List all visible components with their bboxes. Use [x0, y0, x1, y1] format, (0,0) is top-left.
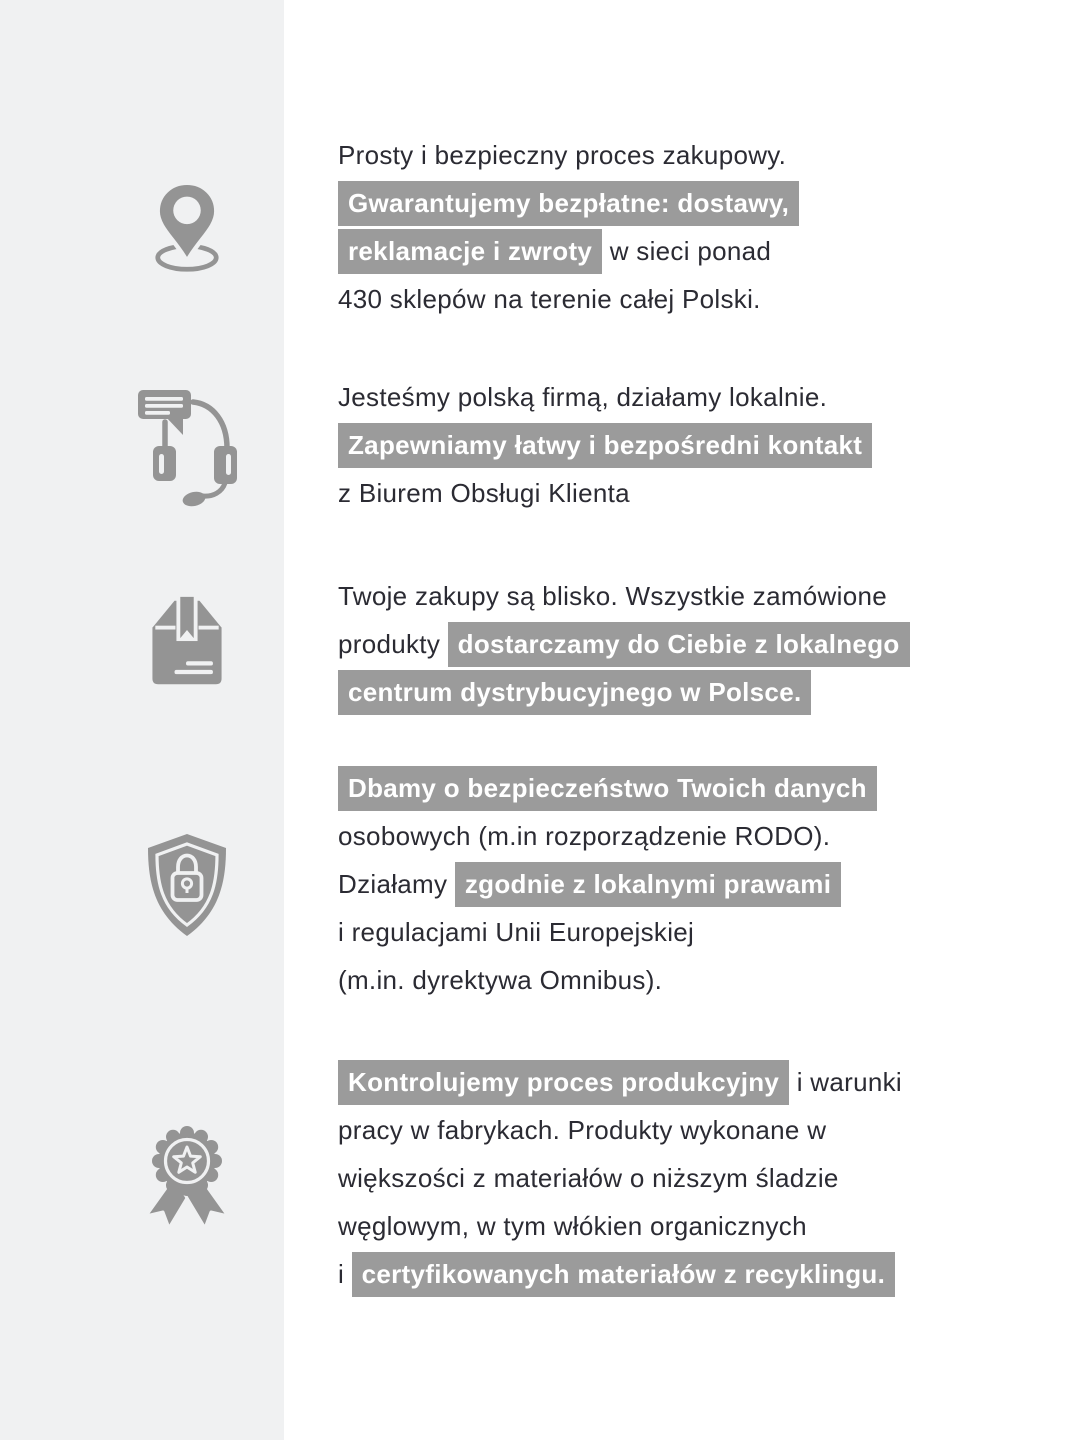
text-segment: (m.in. dyrektywa Omnibus). [338, 965, 663, 995]
text-segment: osobowych (m.in rozporządzenie RODO). [338, 821, 831, 851]
text-line [338, 668, 1038, 716]
text-segment: i regulacjami Unii Europejskiej [338, 917, 695, 947]
text-segment: z Biurem Obsługi Klienta [338, 478, 630, 508]
text-block-production-quality [338, 1058, 1038, 1298]
text-line [338, 1154, 1038, 1202]
highlighted-text-segment: Gwarantujemy bezpłatne: dostawy, [338, 181, 799, 226]
highlighted-text-segment: Zapewniamy łatwy i bezpośredni kontakt [338, 423, 872, 468]
text-segment: i warunki [796, 1067, 902, 1097]
text-line [338, 131, 1038, 179]
text-block-data-security [338, 764, 1038, 1004]
text-segment: i [338, 1259, 345, 1289]
highlighted-text-segment: Kontrolujemy proces produkcyjny [338, 1060, 789, 1105]
text-line [338, 373, 1038, 421]
highlighted-text-segment: zgodnie z lokalnymi prawami [455, 862, 841, 907]
text-line [338, 908, 1038, 956]
text-line [338, 860, 1038, 908]
text-segment: większości z materiałów o niższym śladzie [338, 1163, 839, 1193]
highlighted-text-segment: centrum dystrybucyjnego w Polsce. [338, 670, 811, 715]
text-segment: Twoje zakupy są blisko. Wszystkie zamówione [338, 581, 887, 611]
text-line [338, 227, 1038, 275]
text-line [338, 1202, 1038, 1250]
text-segment: produkty [338, 629, 441, 659]
highlighted-text-segment: reklamacje i zwroty [338, 229, 602, 274]
package-box-icon [137, 594, 237, 690]
text-line [338, 956, 1038, 1004]
text-line [338, 1250, 1038, 1298]
text-line [338, 1106, 1038, 1154]
highlighted-text-segment: dostarczamy do Ciebie z lokalnego [448, 622, 910, 667]
text-segment: Prosty i bezpieczny proces zakupowy. [338, 140, 787, 170]
text-segment: pracy w fabrykach. Produkty wykonane w [338, 1115, 827, 1145]
headset-chat-icon [137, 390, 237, 508]
text-block-delivery-network [338, 131, 1038, 323]
text-line [338, 469, 1038, 517]
text-line [338, 572, 1038, 620]
text-line [338, 275, 1038, 323]
highlighted-text-segment: Dbamy o bezpieczeństwo Twoich danych [338, 766, 877, 811]
highlighted-text-segment: certyfikowanych materiałów z recyklingu. [352, 1252, 896, 1297]
shield-lock-icon [137, 831, 237, 941]
map-pin-icon [144, 170, 230, 280]
text-line [338, 421, 1038, 469]
text-segment: 430 sklepów na terenie całej Polski. [338, 284, 761, 314]
award-badge-icon [135, 1119, 239, 1234]
text-segment: Działamy [338, 869, 448, 899]
text-line [338, 1058, 1038, 1106]
text-line [338, 179, 1038, 227]
text-line [338, 812, 1038, 860]
text-line [338, 620, 1038, 668]
text-line [338, 764, 1038, 812]
text-segment: w sieci ponad [609, 236, 772, 266]
text-block-customer-service [338, 373, 1038, 517]
text-segment: węglowym, w tym włókien organicznych [338, 1211, 807, 1241]
text-block-local-distribution [338, 572, 1038, 716]
text-segment: Jesteśmy polską firmą, działamy lokalnie. [338, 382, 828, 412]
